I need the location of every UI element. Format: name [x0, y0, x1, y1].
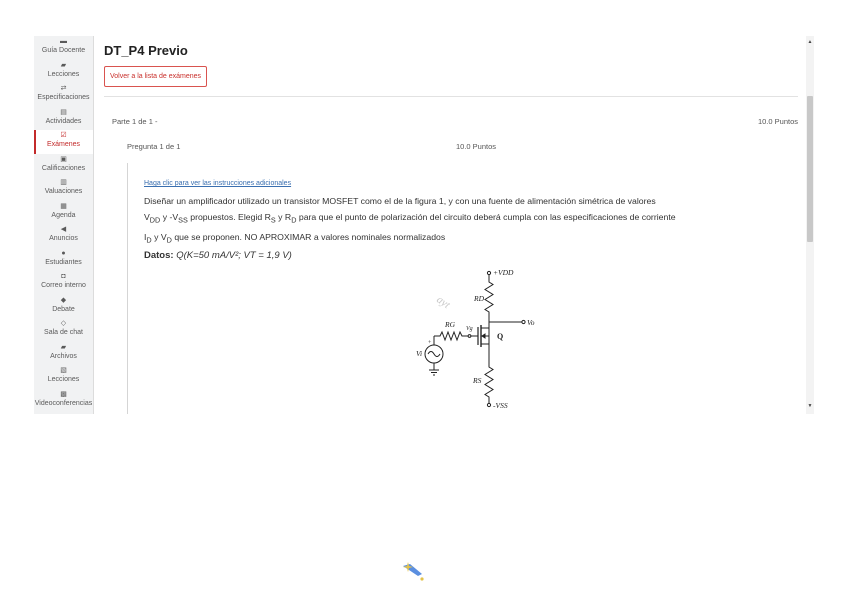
sidebar-item[interactable]	[34, 36, 93, 60]
given-data	[144, 250, 292, 261]
sidebar-item-label: Valuaciones	[44, 188, 83, 195]
rd-resistor	[485, 275, 493, 319]
sidebar-item-label: Archivos	[50, 352, 77, 360]
scrollbar-thumb[interactable]	[807, 96, 813, 242]
mosfet-circuit-diagram	[374, 266, 544, 414]
sidebar-item[interactable]	[34, 60, 93, 84]
folder-icon: ▰	[60, 343, 67, 351]
book-open-icon: ▧	[60, 367, 67, 374]
sidebar-item-label: Sala de chat	[44, 329, 83, 336]
inbox-icon: ◘	[61, 273, 66, 280]
gate-node	[468, 335, 471, 338]
vd-symbol: $V_D$	[160, 231, 172, 245]
rs-resistor	[485, 360, 493, 403]
course-sidebar	[34, 36, 94, 414]
vertical-scrollbar[interactable]	[806, 36, 814, 414]
main-content	[94, 36, 806, 414]
swap-icon: ⇄	[60, 85, 67, 92]
given-data-value: Q(K=50 mA/V²; VT = 1,9 V)	[176, 250, 292, 261]
vi-label: Vi	[416, 349, 423, 358]
plus-sign: +	[428, 340, 432, 346]
sidebar-item[interactable]	[34, 201, 93, 225]
divider	[104, 96, 798, 97]
vdd-label: +VDD	[493, 268, 514, 277]
rs-label: RS	[473, 376, 482, 385]
folder-icon: ▰	[60, 61, 67, 69]
vdd-subscript: DD	[149, 215, 161, 225]
sidebar-item[interactable]	[34, 342, 93, 366]
sidebar-item-label: Guía Docente	[41, 47, 86, 54]
sidebar-item-label: Estudiantes	[45, 258, 82, 266]
sidebar-item-label: Debate	[52, 305, 75, 313]
question-line-2a: propuestos. Elegid R	[190, 212, 271, 222]
sidebar-item-label: Correo interno	[41, 282, 86, 289]
sidebar-item-label: Exámenes	[46, 141, 81, 148]
vss-symbol: $V_{SS}$	[172, 212, 188, 225]
part-label: Parte 1 de 1 -	[112, 117, 158, 126]
gradebook-icon: ▣	[60, 155, 67, 163]
book-icon: ▬	[60, 38, 67, 45]
chart-icon: ▥	[60, 179, 67, 186]
sidebar-item[interactable]	[34, 318, 93, 342]
question-line-2b: y R	[278, 212, 292, 222]
sidebar-item-label: Videoconferencias	[34, 399, 93, 407]
transistor-label: Q	[497, 332, 504, 341]
vdd-symbol: $V_{DD}$	[144, 212, 161, 225]
vdd-terminal	[487, 271, 490, 274]
sidebar-item[interactable]	[34, 271, 93, 295]
vo-label: Vo	[527, 318, 535, 327]
question-text: Diseñar un amplificador utilizado un transistor MOSFET como el de la figura 1, y con una fuente de alimentación simétrica de valores $V_{DD}$ y $-V_{SS}$ propuestos. Elegid $R_S$ y $R_D$ para que el punto de polarización del circuito deberá cumpla con las especificaciones de corriente $I_D$ y $V_D$ que se proponen. NO APROXIMAR a valores nominales normalizados	[144, 196, 676, 245]
vo-terminal	[522, 320, 525, 323]
additional-instructions-link[interactable]: Haga clic para ver las instrucciones adicionales	[144, 180, 292, 187]
given-data-label: Datos:	[144, 250, 174, 261]
sidebar-item-label: Lecciones	[47, 376, 80, 383]
sidebar-item-label: Anuncios	[49, 235, 78, 242]
chat-bubble-icon: ◇	[60, 320, 67, 327]
question-points: 10.0 Puntos	[456, 142, 497, 151]
sidebar-item-label: Agenda	[51, 211, 76, 219]
rd-label: RD	[474, 294, 484, 303]
calendar-icon: ▦	[60, 202, 67, 210]
document-icon: ▤	[60, 108, 67, 116]
sidebar-item[interactable]	[34, 224, 93, 248]
sidebar-item[interactable]	[34, 107, 93, 131]
rs-subscript: S	[270, 215, 276, 225]
user-icon: ●	[61, 249, 66, 257]
id-symbol: $I_D$	[144, 231, 152, 245]
sidebar-item-label: Especificaciones	[37, 94, 90, 101]
sidebar-item[interactable]	[34, 130, 93, 154]
sidebar-list	[34, 36, 93, 412]
app-window	[34, 36, 814, 414]
video-icon: ▩	[60, 390, 67, 398]
sidebar-item-label: Actividades	[45, 117, 82, 125]
sidebar-item[interactable]	[34, 295, 93, 319]
question-line-1: Diseñar un amplificador utilizado un transistor MOSFET como el de la figura 1, y con una fuente de alimentación simétrica de valores	[144, 196, 656, 206]
scroll-down-arrow-icon[interactable]: ▼	[807, 403, 813, 409]
sine-symbol	[428, 352, 440, 357]
sidebar-item-label: Lecciones	[47, 70, 80, 78]
megaphone-icon: ◀	[60, 226, 67, 233]
sidebar-item[interactable]	[34, 248, 93, 272]
sidebar-item[interactable]	[34, 83, 93, 107]
checkbox-icon: ☑	[60, 132, 67, 139]
sidebar-item[interactable]	[34, 177, 93, 201]
part-points: 10.0 Puntos	[757, 117, 798, 126]
scroll-up-arrow-icon[interactable]: ▲	[807, 39, 813, 45]
question-line-2c: para que el punto de polarización del circuito deberá cumpla con las especificaciones de corriente	[298, 212, 676, 222]
page-title: DT_P4 Previo	[104, 43, 188, 58]
vg-label: Vg	[466, 326, 473, 332]
rg-resistor	[434, 332, 468, 340]
vd-subscript: D	[166, 235, 172, 245]
sidebar-item[interactable]	[34, 389, 93, 413]
vss-subscript: SS	[178, 215, 188, 225]
sidebar-item[interactable]	[34, 365, 93, 389]
question-label: Pregunta 1 de 1	[127, 142, 181, 151]
chat-icon: ◆	[60, 296, 67, 304]
sidebar-item[interactable]	[34, 154, 93, 178]
id-subscript: D	[146, 235, 152, 245]
sidebar-item-label: Calificaciones	[41, 164, 86, 172]
vss-label: -VSS	[493, 401, 508, 410]
watermark: ayt	[434, 293, 453, 312]
body-arrow	[482, 334, 485, 338]
rd-subscript: D	[291, 215, 297, 225]
cursor-sparkle-icon	[400, 558, 428, 584]
question-border	[127, 163, 128, 414]
back-to-exams-button[interactable]: Volver a la lista de exámenes	[104, 66, 207, 87]
question-line-3: que se proponen. NO APROXIMAR a valores nominales normalizados	[174, 231, 446, 242]
vss-terminal	[487, 403, 490, 406]
rg-label: RG	[445, 320, 455, 329]
